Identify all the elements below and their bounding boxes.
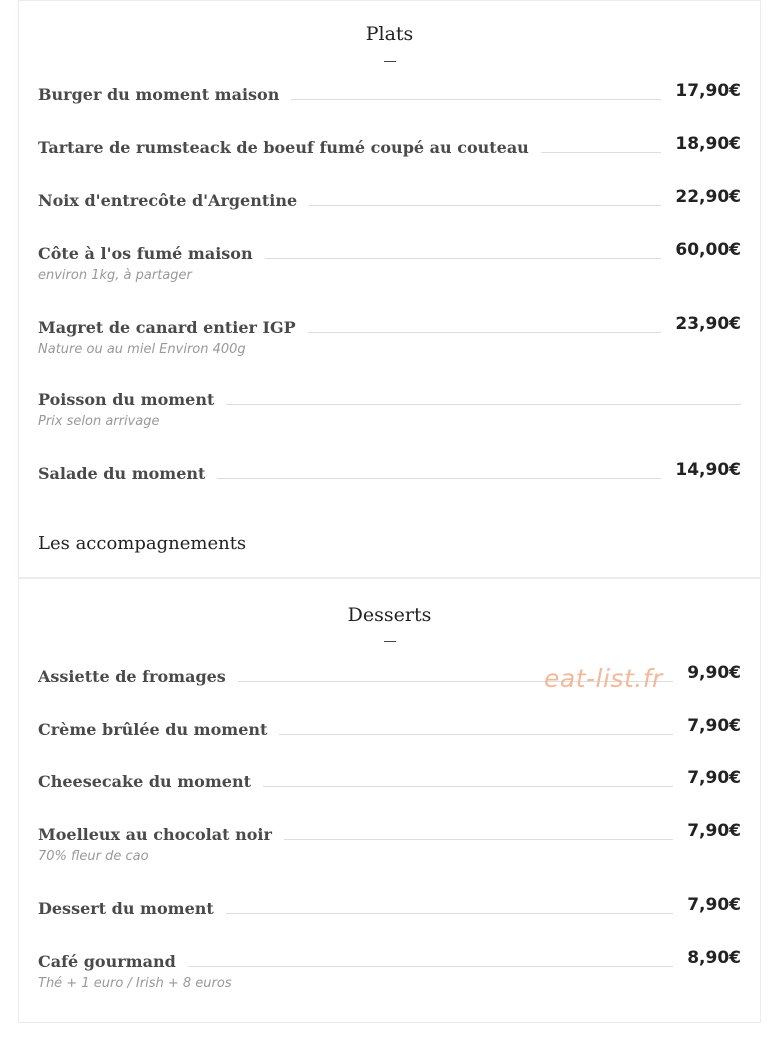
menu-item xyxy=(38,240,741,283)
menu-item xyxy=(38,314,741,357)
item-name: Tartare de rumsteack de boeuf fumé coupé au couteau xyxy=(38,138,529,157)
item-name: Café gourmand xyxy=(38,952,176,971)
menu-item xyxy=(38,134,741,174)
item-price: 60,00€ xyxy=(675,240,741,260)
item-description: 70% fleur de cao xyxy=(38,849,149,864)
item-description: Thé + 1 euro / Irish + 8 euros xyxy=(38,976,232,991)
plats-card xyxy=(18,0,761,578)
item-name: Crème brûlée du moment xyxy=(38,720,268,739)
item-description: Nature ou au miel Environ 400g xyxy=(38,342,246,357)
item-price: 22,90€ xyxy=(675,187,741,207)
section-title-desserts: Desserts xyxy=(347,604,432,626)
dotted-leader xyxy=(291,98,661,100)
dotted-leader xyxy=(308,331,662,333)
item-name: Cheesecake du moment xyxy=(38,772,251,791)
item-price: 7,90€ xyxy=(687,895,741,915)
dotted-leader xyxy=(226,403,741,405)
item-price: 7,90€ xyxy=(687,768,741,788)
item-price: 23,90€ xyxy=(675,314,741,334)
dotted-leader xyxy=(541,151,662,153)
section-divider xyxy=(384,61,396,62)
dotted-leader xyxy=(263,785,673,787)
item-name: Côte à l'os fumé maison xyxy=(38,244,253,263)
dotted-leader xyxy=(279,733,673,735)
menu-item xyxy=(38,716,741,756)
menu-item xyxy=(38,768,741,808)
item-price: 7,90€ xyxy=(687,821,741,841)
desserts-card xyxy=(18,578,761,1023)
item-price: 8,90€ xyxy=(687,948,741,968)
menu-item xyxy=(38,187,741,227)
item-name: Burger du moment maison xyxy=(38,85,280,104)
dotted-leader xyxy=(217,477,661,479)
dotted-leader xyxy=(284,838,673,840)
dotted-leader xyxy=(309,204,661,206)
item-name: Noix d'entrecôte d'Argentine xyxy=(38,191,298,210)
item-description: Prix selon arrivage xyxy=(38,414,160,429)
item-name: Assiette de fromages xyxy=(38,667,226,686)
menu-item xyxy=(38,895,741,935)
menu-item xyxy=(38,81,741,121)
item-name: Poisson du moment xyxy=(38,390,215,409)
menu-item xyxy=(38,821,741,864)
item-price: 7,90€ xyxy=(687,716,741,736)
dotted-leader xyxy=(188,965,673,967)
menu-item xyxy=(38,460,741,500)
item-name: Dessert du moment xyxy=(38,899,214,918)
section-divider xyxy=(384,641,396,642)
item-name: Moelleux au chocolat noir xyxy=(38,825,272,844)
item-price: 18,90€ xyxy=(675,134,741,154)
item-name: Salade du moment xyxy=(38,464,206,483)
dotted-leader xyxy=(265,257,662,259)
dotted-leader xyxy=(226,912,673,914)
section-title-plats: Plats xyxy=(365,23,414,45)
item-price: 14,90€ xyxy=(675,460,741,480)
item-description: environ 1kg, à partager xyxy=(38,268,192,283)
item-price: 17,90€ xyxy=(675,81,741,101)
item-price: 9,90€ xyxy=(687,663,741,683)
item-name: Magret de canard entier IGP xyxy=(38,318,296,337)
menu-item xyxy=(38,386,741,429)
watermark: eat-list.fr xyxy=(544,664,663,693)
menu-item xyxy=(38,948,741,991)
subheading-accompagnements: Les accompagnements xyxy=(38,533,247,554)
